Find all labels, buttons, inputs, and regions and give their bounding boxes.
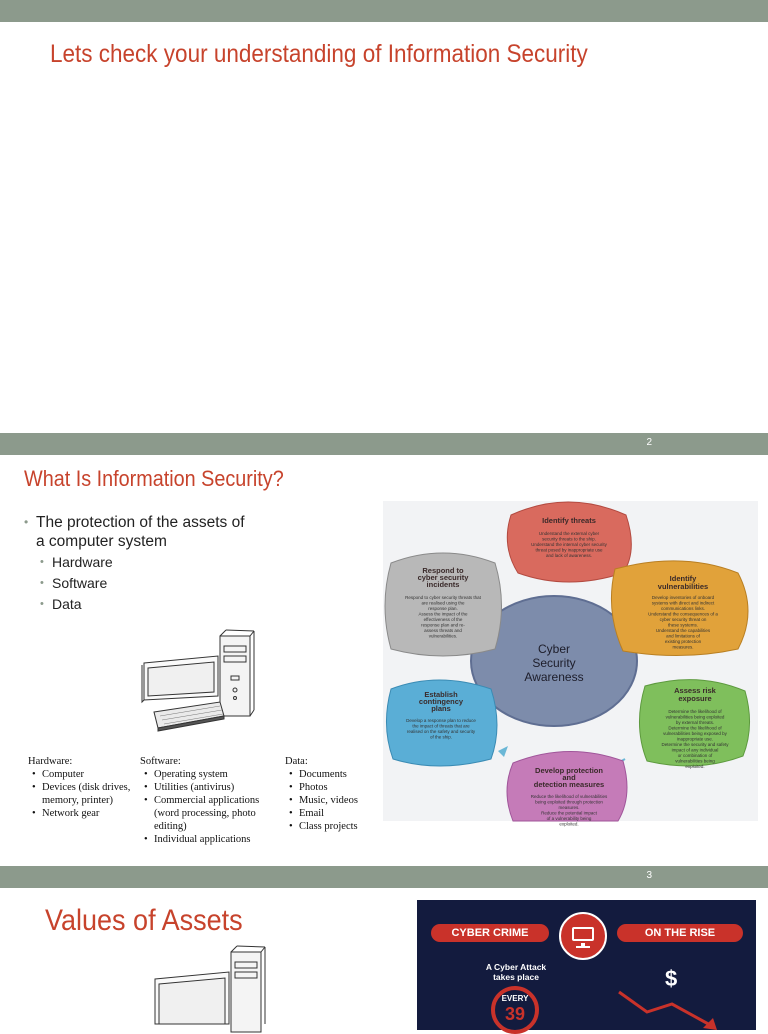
node-description: Determine the likelihood of — [668, 725, 722, 731]
data-item: • Class projects — [285, 820, 385, 833]
node-description: exploited. — [685, 764, 705, 769]
node-description: Understand the consequences of a — [648, 611, 718, 617]
slide-title: Values of Assets — [45, 904, 243, 937]
node-description: effectiveness of the — [423, 617, 463, 622]
hardware-heading: Hardware: — [28, 756, 73, 767]
node-description: Reduce the likelihood of vulnerabilities — [530, 794, 608, 799]
node-description: impact of any individual — [671, 747, 719, 753]
node-title: and — [562, 773, 576, 782]
node-description: vulnerabilities being exposed by — [663, 731, 727, 736]
slide-title: Lets check your understanding of Information Security — [50, 40, 588, 68]
node-assess-risk — [639, 680, 749, 769]
data-item: • Email — [285, 807, 385, 820]
node-title: Identify — [669, 574, 697, 583]
node-identify-threats — [507, 502, 631, 582]
slide-title: What Is Information Security? — [24, 466, 284, 491]
sub-bullet-hardware: • Hardware — [24, 552, 256, 573]
dollar-icon: $ — [665, 966, 678, 991]
node-description: vulnerabilities. — [428, 633, 458, 639]
node-description: Understand the capabilities — [655, 628, 711, 633]
software-item: • Utilities (antivirus) — [140, 781, 280, 794]
node-description: measures. — [672, 644, 694, 650]
node-develop-protection — [507, 751, 627, 826]
node-title: Develop protection — [535, 766, 603, 775]
node-title: Assess risk — [674, 686, 716, 695]
every-label: EVERY — [501, 994, 529, 1003]
hardware-item: • Network gear — [28, 807, 136, 820]
node-title: cyber security — [417, 573, 469, 582]
node-identify-vulnerabilities — [611, 561, 748, 656]
node-description: of the ship. — [429, 734, 453, 740]
node-description: vulnerabilities being — [675, 758, 715, 764]
node-description: realised on the safety and security — [406, 729, 476, 734]
arrow-head-icon — [498, 746, 508, 757]
trend-down-arrow-icon — [617, 990, 737, 1030]
on-the-rise-label: ON THE RISE — [617, 924, 743, 942]
data-column — [285, 755, 385, 833]
page-number: 3 — [646, 870, 652, 881]
slide-header-bar — [0, 866, 768, 888]
node-description: Respond to cyber security threats that — [405, 595, 481, 600]
node-description: these systems. — [667, 622, 699, 628]
software-column — [140, 755, 280, 846]
data-item: • Music, videos — [285, 794, 385, 807]
hardware-item: • Devices (disk drives, memory, printer) — [28, 781, 136, 807]
node-title: Identify threats — [542, 516, 596, 525]
node-description: measures. — [558, 805, 580, 810]
hardware-item: • Computer — [28, 768, 136, 781]
node-establish-contingency — [386, 680, 497, 766]
slide-2 — [0, 433, 768, 865]
data-item: • Documents — [285, 768, 385, 781]
hardware-column — [28, 755, 136, 820]
node-description: of a vulnerability being — [546, 816, 592, 821]
node-title: detection measures — [533, 780, 605, 789]
node-description: threat posed by inappropriate use — [535, 547, 603, 553]
software-item: • Individual applications — [140, 833, 280, 846]
node-description: security threats to the ship. — [542, 536, 596, 542]
node-title: exposure — [678, 694, 712, 703]
node-title: vulnerabilities — [657, 582, 709, 591]
data-heading: Data: — [285, 756, 308, 767]
slide-header-bar — [0, 0, 768, 22]
node-description: and limitations of — [666, 633, 700, 639]
center-label-line: Awareness — [524, 670, 584, 684]
node-description: exploited. — [559, 821, 579, 827]
slide-1 — [0, 0, 768, 432]
sub-bullet-software: • Software — [24, 573, 256, 594]
cyber-security-diagram — [383, 501, 758, 827]
node-description: the impact of threats that are — [412, 723, 470, 729]
software-heading: Software: — [140, 756, 181, 767]
node-description: existing protection — [664, 639, 702, 644]
center-label-line: Cyber — [537, 642, 571, 656]
node-description: response plan. — [428, 606, 458, 611]
node-description: cyber security threat on — [659, 617, 707, 622]
node-description: response plan and re- — [421, 622, 465, 628]
node-description: and lack of awareness. — [545, 553, 593, 558]
node-description: assess threats and — [424, 628, 462, 633]
page-number: 2 — [646, 437, 652, 448]
node-title: contingency — [418, 697, 464, 706]
node-title: plans — [431, 704, 451, 713]
node-description: Develop inventories of onboard — [651, 595, 715, 600]
slide-header-bar — [0, 433, 768, 455]
node-description: systems with direct and indirect — [651, 600, 715, 606]
node-description: Determine the likelihood of — [668, 709, 722, 714]
node-description: Understand the external cyber — [538, 531, 600, 536]
node-description: Develop a response plan to reduce — [406, 718, 476, 723]
node-description: communications links. — [660, 606, 706, 611]
node-title: Respond to — [422, 566, 464, 575]
node-description: Understand the internal cyber security — [531, 542, 607, 547]
bullet-item: • The protection of the assets of a computer system — [24, 513, 256, 551]
sub-bullet-data: • Data — [24, 594, 256, 615]
monitor-icon — [559, 912, 607, 960]
node-description: vulnerabilities being exploited — [665, 714, 725, 720]
computer-illustration-icon — [134, 628, 259, 740]
node-description: are realised using the — [421, 600, 465, 606]
stopwatch-icon — [491, 986, 539, 1034]
node-description: Assess the impact of the — [418, 611, 468, 617]
seconds-number: 39 — [504, 1004, 526, 1024]
node-description: Determine the security and safety — [661, 742, 729, 747]
cyber-crime-infographic — [417, 900, 756, 1030]
data-item: • Photos — [285, 781, 385, 794]
attack-text: A Cyber Attack takes place — [485, 962, 547, 982]
node-description: Reduce the potential impact — [541, 810, 597, 816]
bullet-list — [24, 513, 256, 615]
software-item: • Commercial applications (word processing, photo editing) — [140, 794, 280, 833]
node-description: by external threats. — [675, 720, 715, 725]
node-description: being exploited through protection — [535, 799, 603, 805]
slide-3 — [0, 866, 768, 1024]
node-title: incidents — [426, 580, 460, 589]
node-description: inappropriate use. — [676, 736, 714, 742]
node-description: or combination of — [677, 753, 713, 758]
center-label-line: Security — [532, 656, 576, 670]
node-respond — [385, 553, 502, 656]
cyber-crime-label: CYBER CRIME — [431, 924, 549, 942]
computer-illustration-icon — [145, 944, 270, 1024]
software-item: • Operating system — [140, 768, 280, 781]
node-title: Establish — [424, 690, 458, 699]
